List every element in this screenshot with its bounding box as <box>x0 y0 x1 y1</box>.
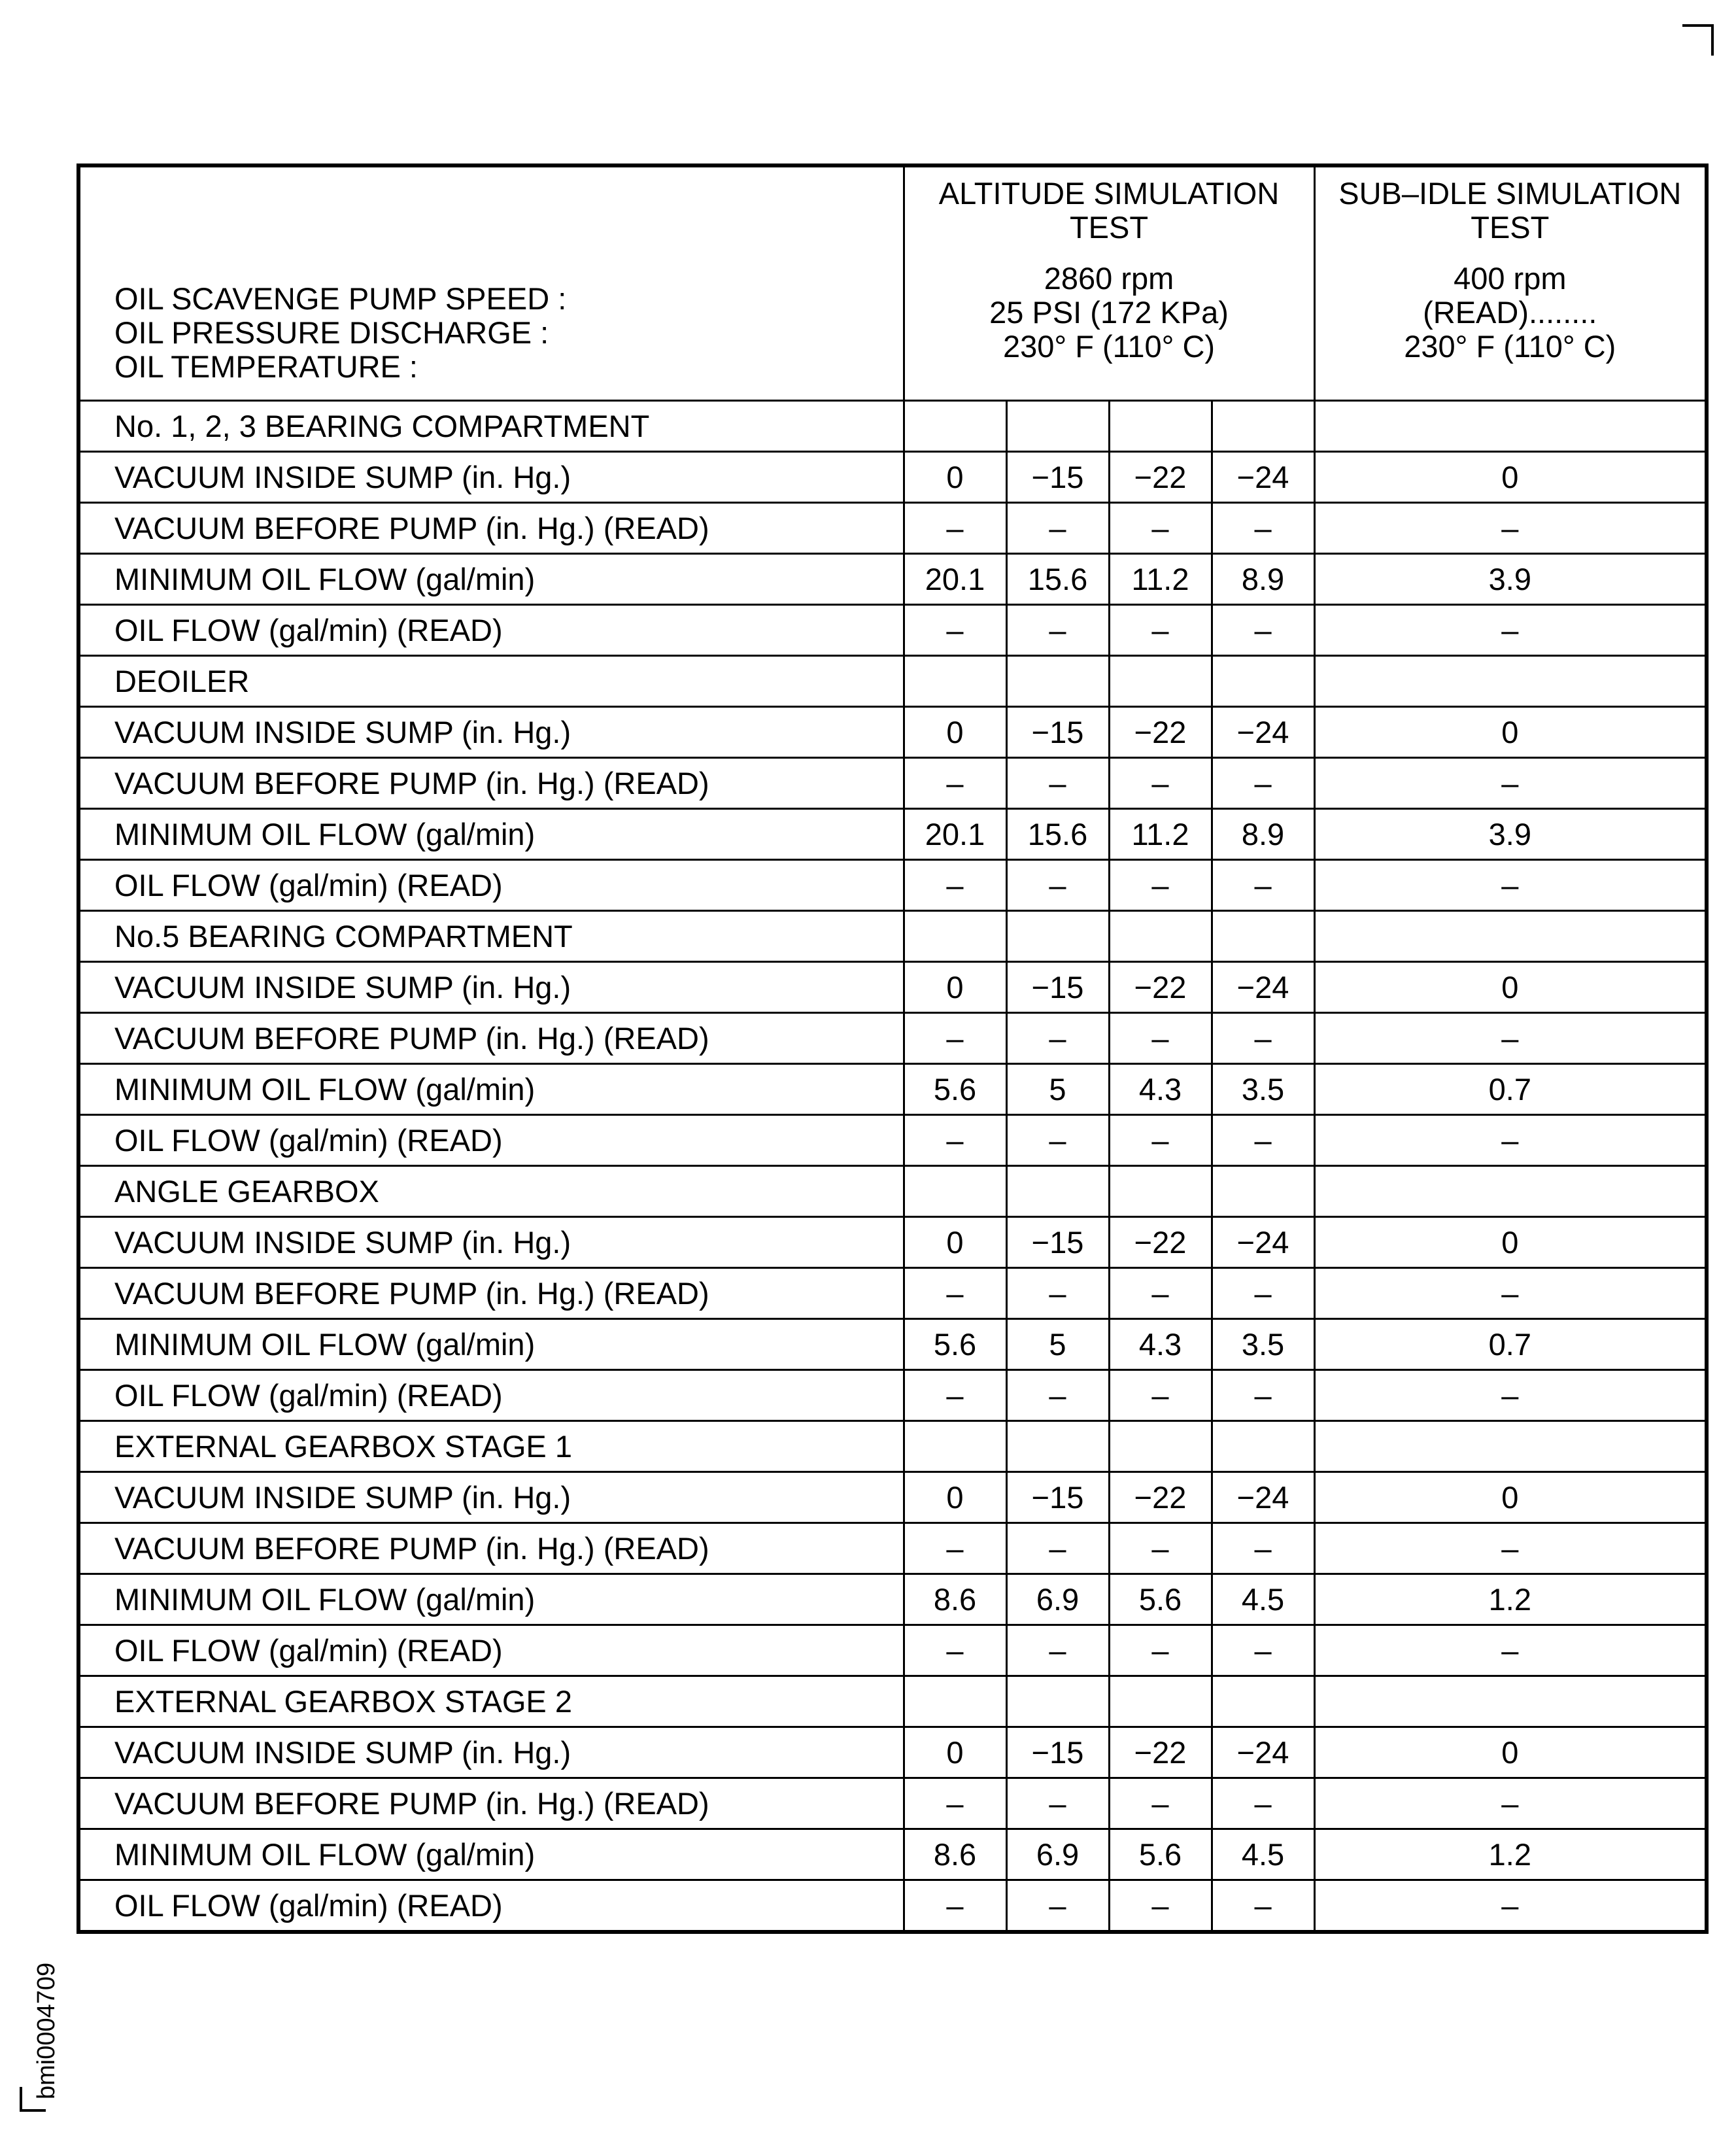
altitude-value-cell: – <box>1006 860 1109 911</box>
subidle-title-line1: SUB–IDLE SIMULATION <box>1338 176 1682 211</box>
altitude-value-cell: – <box>904 1370 1006 1421</box>
altitude-value-cell <box>1006 1421 1109 1472</box>
altitude-value-cell: – <box>1006 1115 1109 1166</box>
altitude-value-cell <box>1006 1676 1109 1727</box>
table-row <box>78 1523 1707 1574</box>
altitude-value-cell <box>1006 401 1109 452</box>
header-parameter-labels <box>78 165 904 401</box>
altitude-value-cell: – <box>904 503 1006 554</box>
altitude-value-cell: −22 <box>1109 452 1212 503</box>
subidle-value-cell <box>1314 401 1707 452</box>
altitude-value-cell: −15 <box>1006 707 1109 758</box>
oil-scavenge-test-table <box>77 163 1709 1934</box>
table-row <box>78 1217 1707 1268</box>
altitude-value-cell: 8.9 <box>1212 554 1314 605</box>
altitude-value-cell: – <box>1006 1013 1109 1064</box>
row-label: OIL FLOW (gal/min) (READ) <box>78 1115 904 1166</box>
table-row <box>78 1625 1707 1676</box>
altitude-value-cell: −15 <box>1006 1217 1109 1268</box>
altitude-speed: 2860 rpm <box>1044 261 1174 296</box>
subidle-value-cell: – <box>1314 503 1707 554</box>
altitude-value-cell: −15 <box>1006 452 1109 503</box>
altitude-value-cell <box>904 1676 1006 1727</box>
altitude-value-cell <box>904 1421 1006 1472</box>
altitude-value-cell: 0 <box>904 1472 1006 1523</box>
altitude-value-cell: 3.5 <box>1212 1319 1314 1370</box>
altitude-value-cell: −22 <box>1109 1727 1212 1778</box>
row-label: No.5 BEARING COMPARTMENT <box>78 911 904 962</box>
row-label: VACUUM INSIDE SUMP (in. Hg.) <box>78 1727 904 1778</box>
altitude-value-cell: – <box>1109 860 1212 911</box>
altitude-value-cell: – <box>1212 1013 1314 1064</box>
subidle-value-cell: – <box>1314 1268 1707 1319</box>
altitude-value-cell: −22 <box>1109 707 1212 758</box>
altitude-value-cell: 0 <box>904 962 1006 1013</box>
altitude-value-cell <box>904 401 1006 452</box>
oil-temperature-label: OIL TEMPERATURE : <box>114 349 418 384</box>
altitude-value-cell <box>1109 1676 1212 1727</box>
subidle-value-cell <box>1314 911 1707 962</box>
row-label: VACUUM INSIDE SUMP (in. Hg.) <box>78 707 904 758</box>
altitude-value-cell <box>904 1166 1006 1217</box>
altitude-value-cell: 11.2 <box>1109 554 1212 605</box>
row-label: VACUUM BEFORE PUMP (in. Hg.) (READ) <box>78 1268 904 1319</box>
altitude-value-cell <box>1212 1676 1314 1727</box>
altitude-value-cell <box>1109 911 1212 962</box>
row-label: ANGLE GEARBOX <box>78 1166 904 1217</box>
altitude-value-cell: 4.3 <box>1109 1064 1212 1115</box>
altitude-value-cell <box>1006 911 1109 962</box>
row-label: EXTERNAL GEARBOX STAGE 1 <box>78 1421 904 1472</box>
altitude-value-cell: 8.6 <box>904 1574 1006 1625</box>
altitude-value-cell: – <box>1006 503 1109 554</box>
row-label: OIL FLOW (gal/min) (READ) <box>78 860 904 911</box>
row-label: MINIMUM OIL FLOW (gal/min) <box>78 1064 904 1115</box>
altitude-title-line1: ALTITUDE SIMULATION <box>938 176 1280 211</box>
altitude-title-line2: TEST <box>1069 210 1149 245</box>
row-label: VACUUM BEFORE PUMP (in. Hg.) (READ) <box>78 503 904 554</box>
table-row <box>78 1778 1707 1829</box>
altitude-value-cell: 0 <box>904 707 1006 758</box>
altitude-value-cell: – <box>904 605 1006 656</box>
subidle-value-cell: – <box>1314 1778 1707 1829</box>
altitude-value-cell: – <box>904 758 1006 809</box>
altitude-value-cell <box>1109 656 1212 707</box>
table-row <box>78 1727 1707 1778</box>
table-row <box>78 1421 1707 1472</box>
altitude-value-cell: 11.2 <box>1109 809 1212 860</box>
row-label: VACUUM BEFORE PUMP (in. Hg.) (READ) <box>78 1778 904 1829</box>
table-row <box>78 1268 1707 1319</box>
altitude-value-cell: – <box>1109 503 1212 554</box>
table-row <box>78 1829 1707 1880</box>
subidle-pressure: (READ)........ <box>1423 295 1597 330</box>
altitude-value-cell: 0 <box>904 1217 1006 1268</box>
table-row <box>78 554 1707 605</box>
table-row <box>78 962 1707 1013</box>
altitude-value-cell: 4.5 <box>1212 1829 1314 1880</box>
row-label: OIL FLOW (gal/min) (READ) <box>78 1880 904 1933</box>
row-label: DEOILER <box>78 656 904 707</box>
subidle-value-cell: 0 <box>1314 962 1707 1013</box>
altitude-value-cell: – <box>1006 605 1109 656</box>
subidle-simulation-header <box>1314 165 1707 401</box>
altitude-temperature: 230° F (110° C) <box>1002 329 1216 364</box>
altitude-value-cell: – <box>1109 605 1212 656</box>
subidle-value-cell: – <box>1314 860 1707 911</box>
altitude-value-cell: – <box>1006 1880 1109 1933</box>
altitude-value-cell: 5.6 <box>1109 1829 1212 1880</box>
table-row <box>78 401 1707 452</box>
altitude-value-cell: 0 <box>904 452 1006 503</box>
altitude-value-cell: – <box>1212 503 1314 554</box>
table-row <box>78 1115 1707 1166</box>
subidle-value-cell <box>1314 656 1707 707</box>
row-label: MINIMUM OIL FLOW (gal/min) <box>78 1319 904 1370</box>
altitude-value-cell: −24 <box>1212 707 1314 758</box>
side-crop-mark <box>20 2109 46 2112</box>
subidle-value-cell: 0.7 <box>1314 1319 1707 1370</box>
altitude-value-cell: 0 <box>904 1727 1006 1778</box>
figure-id: bmi0004709 <box>33 1962 60 2099</box>
altitude-value-cell: 6.9 <box>1006 1829 1109 1880</box>
altitude-value-cell <box>1006 656 1109 707</box>
subidle-value-cell: 0 <box>1314 452 1707 503</box>
altitude-value-cell: 20.1 <box>904 554 1006 605</box>
altitude-value-cell: 8.9 <box>1212 809 1314 860</box>
altitude-value-cell: – <box>904 1115 1006 1166</box>
header-row <box>78 165 1707 401</box>
altitude-value-cell: – <box>1212 1880 1314 1933</box>
altitude-value-cell: – <box>1006 1523 1109 1574</box>
altitude-value-cell <box>904 911 1006 962</box>
row-label: MINIMUM OIL FLOW (gal/min) <box>78 809 904 860</box>
altitude-value-cell: – <box>1109 1370 1212 1421</box>
altitude-value-cell: – <box>1109 1115 1212 1166</box>
altitude-value-cell: −24 <box>1212 962 1314 1013</box>
subidle-value-cell: – <box>1314 1880 1707 1933</box>
altitude-value-cell: 5.6 <box>904 1319 1006 1370</box>
altitude-value-cell: −22 <box>1109 1217 1212 1268</box>
altitude-value-cell: – <box>904 1880 1006 1933</box>
altitude-value-cell: 6.9 <box>1006 1574 1109 1625</box>
altitude-value-cell: – <box>1212 1625 1314 1676</box>
subidle-value-cell: – <box>1314 758 1707 809</box>
altitude-value-cell <box>904 656 1006 707</box>
altitude-value-cell <box>1109 1421 1212 1472</box>
subidle-value-cell: 0 <box>1314 1472 1707 1523</box>
table-row <box>78 1472 1707 1523</box>
subidle-value-cell: 1.2 <box>1314 1574 1707 1625</box>
altitude-value-cell: 4.5 <box>1212 1574 1314 1625</box>
subidle-value-cell: – <box>1314 1523 1707 1574</box>
altitude-value-cell: −24 <box>1212 1217 1314 1268</box>
altitude-pressure: 25 PSI (172 KPa) <box>989 295 1229 330</box>
altitude-value-cell: 5.6 <box>1109 1574 1212 1625</box>
altitude-simulation-header <box>904 165 1314 401</box>
table-row <box>78 911 1707 962</box>
altitude-value-cell: 20.1 <box>904 809 1006 860</box>
altitude-value-cell <box>1006 1166 1109 1217</box>
altitude-value-cell: – <box>1109 1880 1212 1933</box>
row-label: OIL FLOW (gal/min) (READ) <box>78 1370 904 1421</box>
subidle-value-cell <box>1314 1166 1707 1217</box>
altitude-value-cell <box>1212 1166 1314 1217</box>
altitude-value-cell: – <box>904 1268 1006 1319</box>
subidle-value-cell: 0 <box>1314 1727 1707 1778</box>
subidle-value-cell: 1.2 <box>1314 1829 1707 1880</box>
table-row <box>78 605 1707 656</box>
altitude-value-cell: – <box>1006 758 1109 809</box>
table-row <box>78 707 1707 758</box>
altitude-value-cell: – <box>1109 1268 1212 1319</box>
altitude-value-cell: −15 <box>1006 962 1109 1013</box>
row-label: VACUUM INSIDE SUMP (in. Hg.) <box>78 1472 904 1523</box>
altitude-value-cell: 4.3 <box>1109 1319 1212 1370</box>
row-label: MINIMUM OIL FLOW (gal/min) <box>78 1574 904 1625</box>
table-row <box>78 809 1707 860</box>
row-label: VACUUM BEFORE PUMP (in. Hg.) (READ) <box>78 1013 904 1064</box>
row-label: VACUUM INSIDE SUMP (in. Hg.) <box>78 1217 904 1268</box>
corner-crop-mark <box>1682 24 1714 56</box>
subidle-value-cell: – <box>1314 1115 1707 1166</box>
altitude-value-cell: – <box>1006 1268 1109 1319</box>
altitude-value-cell <box>1109 1166 1212 1217</box>
altitude-value-cell: – <box>1212 1268 1314 1319</box>
pump-speed-label: OIL SCAVENGE PUMP SPEED : <box>114 281 567 316</box>
row-label: MINIMUM OIL FLOW (gal/min) <box>78 1829 904 1880</box>
table-row <box>78 860 1707 911</box>
subidle-value-cell: – <box>1314 1625 1707 1676</box>
table-body <box>78 165 1707 1932</box>
altitude-value-cell: – <box>1212 860 1314 911</box>
table-row <box>78 1013 1707 1064</box>
subidle-value-cell: 3.9 <box>1314 554 1707 605</box>
row-label: MINIMUM OIL FLOW (gal/min) <box>78 554 904 605</box>
altitude-value-cell: −15 <box>1006 1472 1109 1523</box>
row-label: VACUUM INSIDE SUMP (in. Hg.) <box>78 452 904 503</box>
subidle-value-cell: 0 <box>1314 1217 1707 1268</box>
subidle-value-cell: 3.9 <box>1314 809 1707 860</box>
table-row <box>78 452 1707 503</box>
altitude-value-cell: – <box>1109 1523 1212 1574</box>
altitude-value-cell <box>1212 401 1314 452</box>
subidle-value-cell: – <box>1314 605 1707 656</box>
subidle-title-line2: TEST <box>1471 210 1550 245</box>
table-row <box>78 1370 1707 1421</box>
altitude-value-cell: – <box>1006 1625 1109 1676</box>
altitude-value-cell: – <box>904 1778 1006 1829</box>
altitude-value-cell: – <box>1006 1370 1109 1421</box>
subidle-value-cell: 0.7 <box>1314 1064 1707 1115</box>
table-row <box>78 656 1707 707</box>
table-row <box>78 758 1707 809</box>
altitude-value-cell: – <box>1006 1778 1109 1829</box>
pressure-discharge-label: OIL PRESSURE DISCHARGE : <box>114 315 549 350</box>
altitude-value-cell: – <box>1109 1778 1212 1829</box>
altitude-value-cell <box>1212 1421 1314 1472</box>
row-label: OIL FLOW (gal/min) (READ) <box>78 1625 904 1676</box>
altitude-value-cell: – <box>1212 1523 1314 1574</box>
altitude-value-cell: 3.5 <box>1212 1064 1314 1115</box>
altitude-value-cell: – <box>1109 1625 1212 1676</box>
altitude-value-cell: – <box>904 1625 1006 1676</box>
altitude-value-cell: −15 <box>1006 1727 1109 1778</box>
altitude-value-cell: 15.6 <box>1006 809 1109 860</box>
altitude-value-cell <box>1212 911 1314 962</box>
altitude-value-cell: – <box>1109 758 1212 809</box>
altitude-value-cell: – <box>904 1013 1006 1064</box>
subidle-value-cell: – <box>1314 1013 1707 1064</box>
altitude-value-cell: −24 <box>1212 1727 1314 1778</box>
table-row <box>78 1574 1707 1625</box>
altitude-value-cell: 5 <box>1006 1319 1109 1370</box>
altitude-value-cell: – <box>1212 1115 1314 1166</box>
table-row <box>78 503 1707 554</box>
table-row <box>78 1166 1707 1217</box>
altitude-value-cell: −24 <box>1212 452 1314 503</box>
row-label: No. 1, 2, 3 BEARING COMPARTMENT <box>78 401 904 452</box>
table-row <box>78 1064 1707 1115</box>
altitude-value-cell: – <box>1212 605 1314 656</box>
row-label: OIL FLOW (gal/min) (READ) <box>78 605 904 656</box>
altitude-value-cell: – <box>1212 1778 1314 1829</box>
subidle-speed: 400 rpm <box>1454 261 1567 296</box>
altitude-value-cell: – <box>1109 1013 1212 1064</box>
table-row <box>78 1880 1707 1933</box>
altitude-value-cell: −22 <box>1109 1472 1212 1523</box>
table-row <box>78 1319 1707 1370</box>
subidle-value-cell <box>1314 1676 1707 1727</box>
row-label: EXTERNAL GEARBOX STAGE 2 <box>78 1676 904 1727</box>
subidle-value-cell: – <box>1314 1370 1707 1421</box>
altitude-value-cell: 15.6 <box>1006 554 1109 605</box>
altitude-value-cell: −24 <box>1212 1472 1314 1523</box>
altitude-value-cell: – <box>1212 1370 1314 1421</box>
subidle-value-cell: 0 <box>1314 707 1707 758</box>
altitude-value-cell: – <box>904 860 1006 911</box>
subidle-temperature: 230° F (110° C) <box>1404 329 1616 364</box>
altitude-value-cell: 5.6 <box>904 1064 1006 1115</box>
row-label: VACUUM INSIDE SUMP (in. Hg.) <box>78 962 904 1013</box>
altitude-value-cell <box>1109 401 1212 452</box>
altitude-value-cell: – <box>1212 758 1314 809</box>
altitude-value-cell: – <box>904 1523 1006 1574</box>
altitude-value-cell <box>1212 656 1314 707</box>
altitude-value-cell: 5 <box>1006 1064 1109 1115</box>
altitude-value-cell: 8.6 <box>904 1829 1006 1880</box>
row-label: VACUUM BEFORE PUMP (in. Hg.) (READ) <box>78 758 904 809</box>
subidle-value-cell <box>1314 1421 1707 1472</box>
table-row <box>78 1676 1707 1727</box>
row-label: VACUUM BEFORE PUMP (in. Hg.) (READ) <box>78 1523 904 1574</box>
altitude-value-cell: −22 <box>1109 962 1212 1013</box>
